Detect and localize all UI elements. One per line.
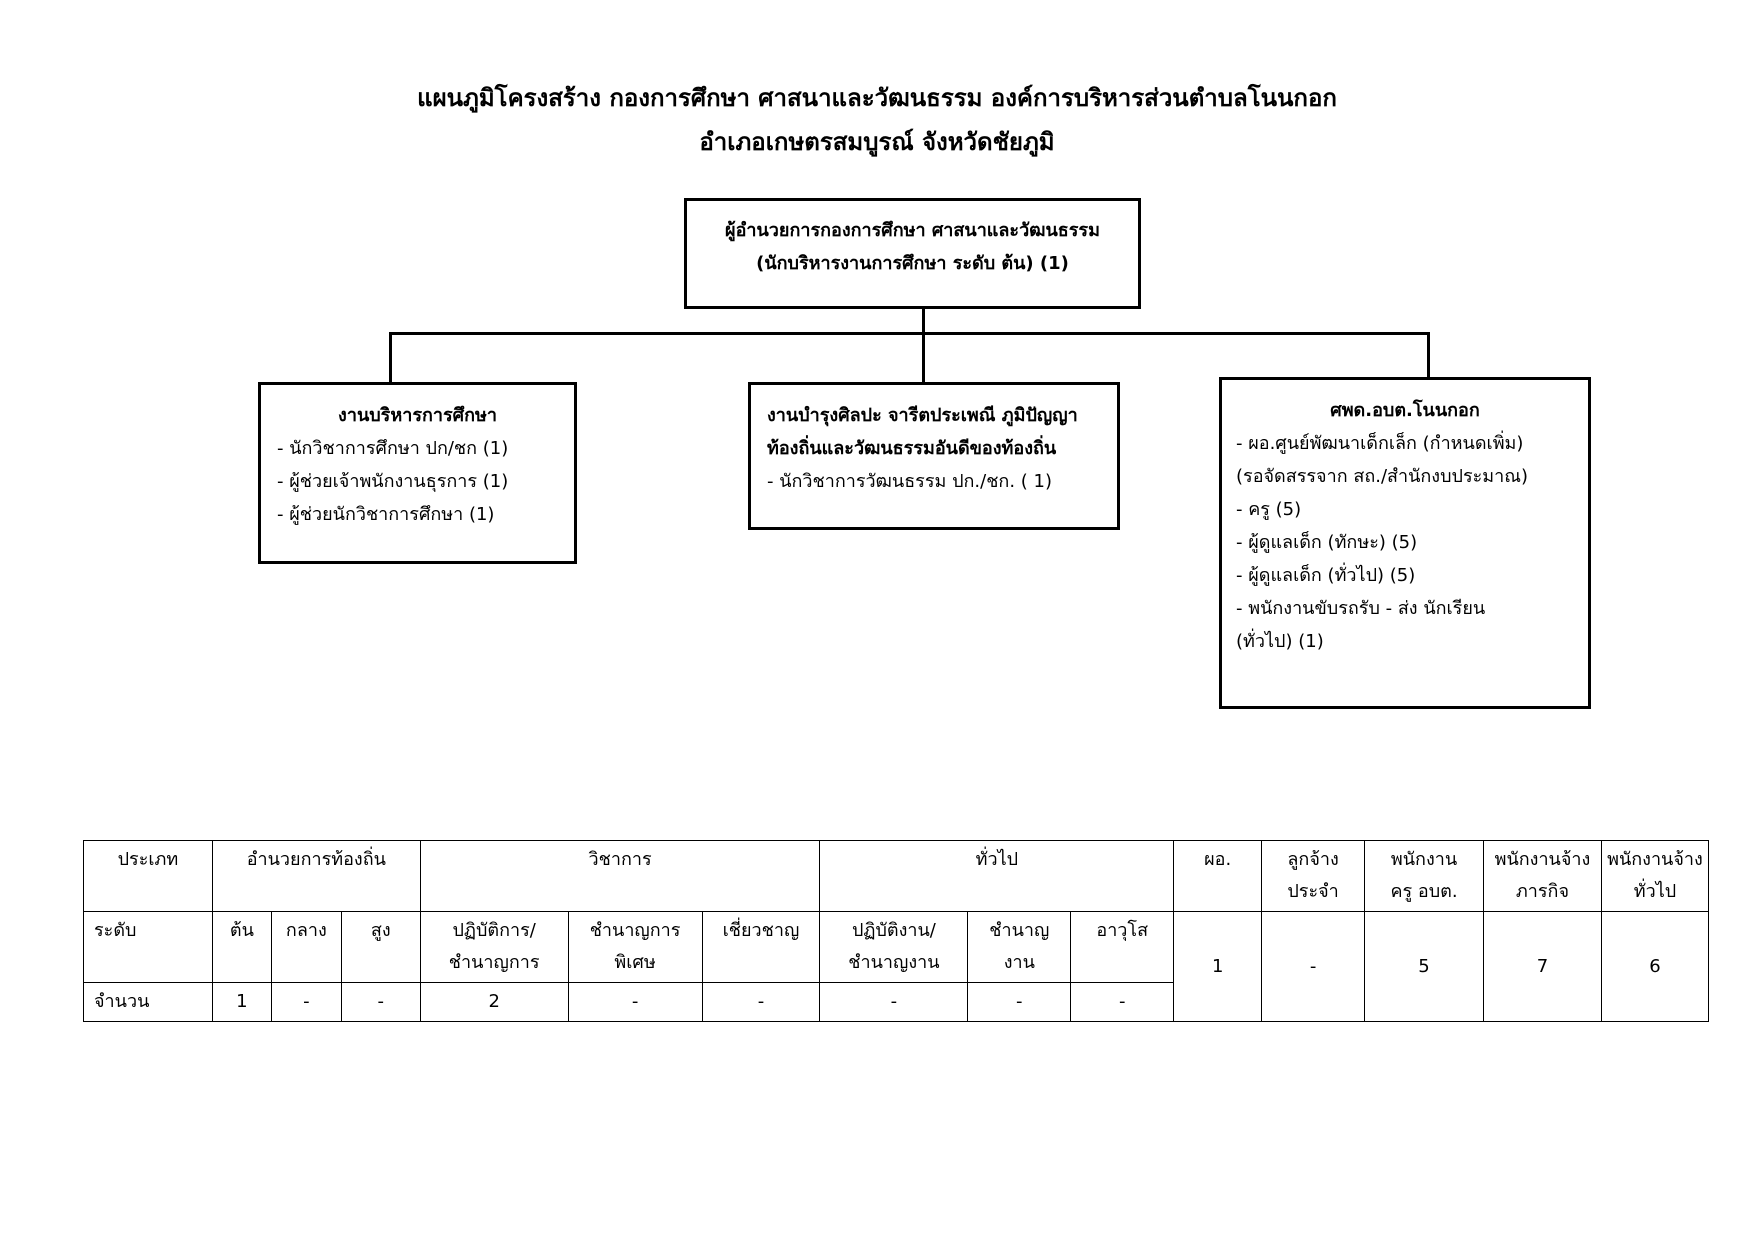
table-row-type (84, 841, 1709, 912)
connector-right-down (1427, 332, 1430, 377)
count-special: - (568, 983, 702, 1022)
level-practitioner: ปฏิบัติการ/ ชำนาญการ (420, 912, 568, 983)
group-general: ทั่วไป (820, 841, 1174, 912)
chart-title-line1: แผนภูมิโครงสร้าง กองการศึกษา ศาสนาและวัฒนธรรม องค์การบริหารส่วนตำบลโนนกอก (417, 84, 1337, 112)
value-general: 6 (1601, 912, 1708, 1022)
value-mission: 7 (1483, 912, 1601, 1022)
level-high: สูง (341, 912, 420, 983)
count-expert: - (702, 983, 820, 1022)
count-skilled: - (968, 983, 1071, 1022)
connector-left-down (389, 332, 392, 382)
col-permanent-header: ลูกจ้าง ประจำ (1262, 841, 1365, 912)
type-label: ประเภท (84, 841, 213, 912)
unit-item: - ผู้ดูแลเด็ก (ทักษะ) (5) (1236, 532, 1418, 553)
unit-item: - ผู้ช่วยนักวิชาการศึกษา (1) (277, 504, 495, 525)
group-academic: วิชาการ (420, 841, 820, 912)
level-operation: ปฏิบัติงาน/ ชำนาญงาน (820, 912, 968, 983)
count-senior: - (1071, 983, 1174, 1022)
unit-title: งานบำรุงศิลปะ จารีตประเพณี ภูมิปัญญา (767, 405, 1078, 426)
group-local-admin: อำนวยการท้องถิ่น (212, 841, 420, 912)
unit-item: - ผู้ดูแลเด็ก (ทั่วไป) (5) (1236, 565, 1416, 586)
unit-item: - ครู (5) (1236, 499, 1302, 520)
director-box (684, 198, 1141, 309)
value-permanent: - (1262, 912, 1365, 1022)
count-high: - (341, 983, 420, 1022)
unit-title: ศพด.อบต.โนนกอก (1330, 400, 1480, 421)
col-general-header: พนักงานจ้าง ทั่วไป (1601, 841, 1708, 912)
count-start: 1 (212, 983, 271, 1022)
count-operation: - (820, 983, 968, 1022)
level-start: ต้น (212, 912, 271, 983)
value-director: 1 (1174, 912, 1262, 1022)
unit-item: (ทั่วไป) (1) (1236, 631, 1324, 652)
level-expert: เชี่ยวชาญ (702, 912, 820, 983)
connector-director-down (922, 309, 925, 382)
unit-item: - นักวิชาการวัฒนธรรม ปก./ชก. ( 1) (767, 471, 1052, 492)
unit-item: - ผู้ช่วยเจ้าพนักงานธุรการ (1) (277, 471, 509, 492)
unit-item: - พนักงานขับรถรับ - ส่ง นักเรียน (1236, 598, 1486, 619)
unit-box-child-center (1219, 377, 1591, 709)
col-teacher-header: พนักงาน ครู อบต. (1365, 841, 1484, 912)
level-special: ชำนาญการ พิเศษ (568, 912, 702, 983)
count-label: จำนวน (84, 983, 213, 1022)
level-label: ระดับ (84, 912, 213, 983)
unit-box-culture (748, 382, 1120, 530)
connector-horizontal (389, 332, 1430, 335)
director-subtitle: (นักบริหารงานการศึกษา ระดับ ต้น) (1) (756, 253, 1069, 274)
count-middle: - (271, 983, 341, 1022)
staff-summary-table (83, 840, 1709, 1022)
unit-title: งานบริหารการศึกษา (338, 405, 497, 426)
unit-title-cont: ท้องถิ่นและวัฒนธรรมอันดีของท้องถิ่น (767, 438, 1057, 459)
unit-box-education-admin (258, 382, 577, 564)
chart-title-line2: อำเภอเกษตรสมบูรณ์ จังหวัดชัยภูมิ (699, 128, 1055, 156)
count-practitioner: 2 (420, 983, 568, 1022)
unit-item: - นักวิชาการศึกษา ปก/ชก (1) (277, 438, 509, 459)
unit-item: - ผอ.ศูนย์พัฒนาเด็กเล็ก (กำหนดเพิ่ม) (1236, 433, 1524, 454)
unit-item: (รอจัดสรรจาก สถ./สำนักงบประมาณ) (1236, 466, 1528, 487)
col-mission-header: พนักงานจ้าง ภารกิจ (1483, 841, 1601, 912)
value-teacher: 5 (1365, 912, 1484, 1022)
level-middle: กลาง (271, 912, 341, 983)
level-skilled: ชำนาญ งาน (968, 912, 1071, 983)
director-title: ผู้อำนวยการกองการศึกษา ศาสนาและวัฒนธรรม (725, 220, 1100, 241)
table-row-level (84, 912, 1709, 983)
col-director-header: ผอ. (1174, 841, 1262, 912)
level-senior: อาวุโส (1071, 912, 1174, 983)
